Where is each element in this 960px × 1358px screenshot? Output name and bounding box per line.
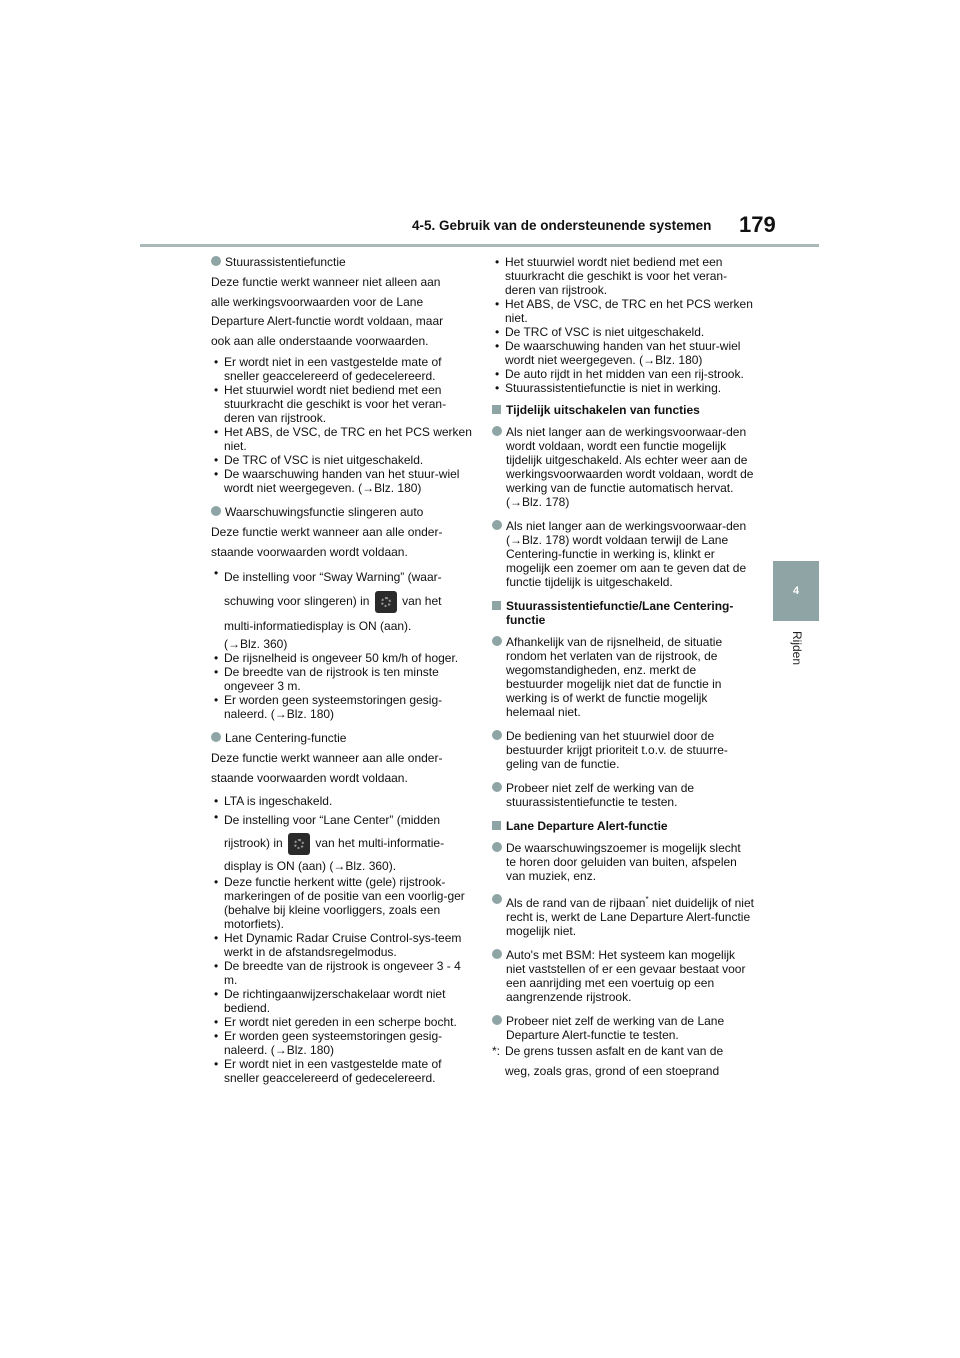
list-item: • De rijsnelheid is ongeveer 50 km/h of hoger. [211,651,473,665]
settings-gear-icon [375,591,397,613]
list-item: • Er worden geen systeemstoringen gesig-naleerd. (→Blz. 180) [211,693,473,721]
list-item: • LTA is ingeschakeld. [211,792,473,810]
paragraph: staande voorwaarden wordt voldaan. [211,544,408,559]
list-item: • Het ABS, de VSC, de TRC en het PCS werken niet. [211,425,473,453]
list-item: • Het ABS, de VSC, de TRC en het PCS werken niet. [492,297,754,325]
circle-bullet-icon [211,506,221,516]
paragraph: ook aan alle onderstaande voorwaarden. [211,333,429,348]
note-item: Auto's met BSM: Het systeem kan mogelijk niet vaststellen of er een gevaar bestaat voor een aanrijding met een voertuig op een aangrenzende rijstrook. [492,948,754,1004]
paragraph: alle werkingsvoorwaarden voor de Lane [211,294,424,309]
right-column [492,255,754,1081]
list-item: • Er wordt niet in een vastgestelde mate of sneller geaccelereerd of gedecelereerd. [211,355,473,383]
circle-bullet-icon [211,732,221,742]
list-item: • De richtingaanwijzerschakelaar wordt niet bediend. [211,987,473,1015]
circle-bullet-icon [492,636,502,646]
note-item: De bediening van het stuurwiel door de bestuurder krijgt prioriteit t.o.v. de stuurre-geling van de functie. [492,729,754,771]
circle-bullet-icon [492,782,502,792]
section-title: 4-5. Gebruik van de ondersteunende systemen [412,218,712,233]
circle-bullet-icon [492,894,502,904]
square-bullet-icon [492,821,501,830]
note-item: Probeer niet zelf de werking van de stuurassistentiefunctie te testen. [492,781,754,809]
list-item: • De TRC of VSC is niet uitgeschakeld. [211,453,473,467]
note-item: Probeer niet zelf de werking van de Lane Departure Alert-functie te testen. [492,1014,754,1042]
list-item: • Het Dynamic Radar Cruise Control-sys-teem werkt in de afstandsregelmodus. [211,931,473,959]
note-item: De waarschuwingszoemer is mogelijk slecht te horen door geluiden van buiten, afspelen van muziek, enz. [492,841,754,883]
chapter-label: Rijden [790,631,804,666]
header-rule [140,244,819,247]
note-item: Als de rand van de rijbaan* niet duidelijk of niet recht is, werkt de Lane Departure Alert-functie mogelijk niet. [492,893,754,938]
note-item: Als niet langer aan de werkingsvoorwaar-den (→Blz. 178) wordt voldaan terwijl de Lane Centering-functie in werking is, klinkt er mogelijk een zoemer om aan te geven dat de functie tijdelijk is uitgeschakeld. [492,519,754,589]
footnote: *: De grens tussen asfalt en de kant van de weg, zoals gras, grond of een stoeprand [492,1044,724,1078]
list-item: • Het stuurwiel wordt niet bediend met een stuurkracht die geschikt is voor het veran-deren van rijstrook. [492,255,754,297]
list-item: • De breedte van de rijstrook is ongeveer 3 - 4 m. [211,959,473,987]
list-item: • De waarschuwing handen van het stuur-wiel wordt niet weergegeven. (→Blz. 180) [211,467,473,495]
circle-bullet-icon [211,256,221,266]
paragraph: Deze functie werkt wanneer aan alle onder- [211,525,443,539]
circle-bullet-icon [492,949,502,959]
circle-bullet-icon [492,1015,502,1025]
settings-gear-icon [288,833,310,855]
paragraph: Deze functie werkt wanneer niet alleen aan [211,275,441,289]
paragraph: staande voorwaarden wordt voldaan. [211,770,408,785]
chapter-tab: 4 [773,561,819,621]
section-heading-lane-centering: Lane Centering-functie [211,731,473,745]
left-column [211,255,473,1085]
list-item: • De breedte van de rijstrook is ten minste ongeveer 3 m. [211,665,473,693]
list-item: • Er wordt niet in een vastgestelde mate of sneller geaccelereerd of gedecelereerd. [211,1057,473,1085]
circle-bullet-icon [492,842,502,852]
paragraph: Departure Alert-functie wordt voldaan, maar [211,314,444,328]
list-item: • Deze functie herkent witte (gele) rijstrook-markeringen of de positie van een voorlig-ger (behalve bij kleine voorliggers, zoals een motorfiets). [211,875,473,931]
list-item: • De waarschuwing handen van het stuur-wiel wordt niet weergegeven. (→Blz. 180) [492,339,754,367]
list-item: • De instelling voor “Lane Center” (midden rijstrook) in van het multi-informatie- display is ON (aan) (→Blz. 360). [211,810,473,875]
note-item: Als niet langer aan de werkingsvoorwaar-den wordt voldaan, wordt een functie mogelijk tijdelijk uitgeschakeld. Als echter weer aan de werkingsvoorwaarden wordt voldaan, wordt de werking van de functie automatisch hervat. (→Blz. 178) [492,425,754,509]
heading-lane-departure-alert: Lane Departure Alert-functie [492,819,754,833]
page-number: 179 [739,212,776,237]
circle-bullet-icon [492,520,502,530]
circle-bullet-icon [492,730,502,740]
list-item: • De instelling voor “Sway Warning” (waar- schuwing voor slingeren) in van het multi-informatiedisplay is ON (aan). (→Blz. 360) [211,566,473,651]
list-item: • Er worden geen systeemstoringen gesig-naleerd. (→Blz. 180) [211,1029,473,1057]
paragraph: Deze functie werkt wanneer aan alle onder- [211,751,443,765]
heading-temporary-disable: Tijdelijk uitschakelen van functies [492,403,754,417]
square-bullet-icon [492,601,501,610]
heading-steering-lane-centering: Stuurassistentiefunctie/Lane Centering-functie [492,599,754,627]
list-item: • Stuurassistentiefunctie is niet in werking. [492,381,754,395]
circle-bullet-icon [492,426,502,436]
section-heading-steering: Stuurassistentiefunctie [211,255,473,269]
section-heading-sway: Waarschuwingsfunctie slingeren auto [211,505,473,519]
list-item: • De TRC of VSC is niet uitgeschakeld. [492,325,754,339]
list-item: • Het stuurwiel wordt niet bediend met een stuurkracht die geschikt is voor het veran-deren van rijstrook. [211,383,473,425]
list-item: • De auto rijdt in het midden van een rij-strook. [492,367,754,381]
list-item: • Er wordt niet gereden in een scherpe bocht. [211,1015,473,1029]
note-item: Afhankelijk van de rijsnelheid, de situatie rondom het verlaten van de rijstrook, de wegomstandigheden, enz. merkt de bestuurder mogelijk niet dat de functie in werking is of werkt de functie mogelijk helemaal niet. [492,635,754,719]
square-bullet-icon [492,405,501,414]
